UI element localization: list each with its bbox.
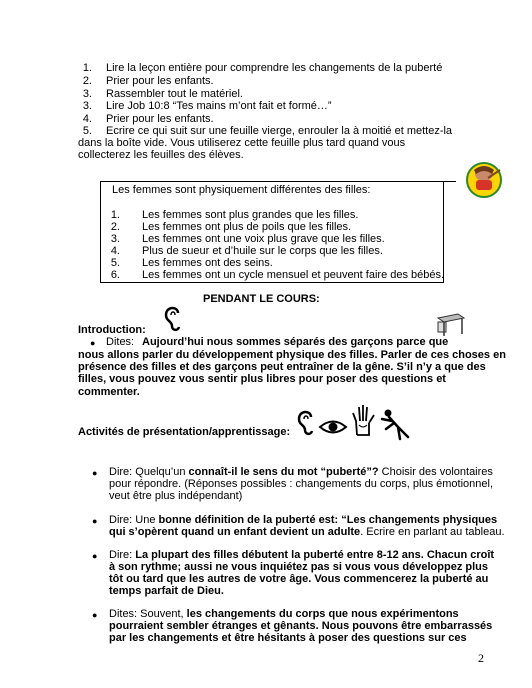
bullet-dot: ● [92,551,98,561]
page-number: 2 [478,651,484,665]
list-number: 4. [110,245,120,257]
step-text-continued: collecterez les feuilles des élèves. [78,149,244,161]
bullet-3-line: Dire: La plupart des filles débutent la puberté entre 8-12 ans. Chacun croît [109,549,495,561]
intro-line: commenter. [78,386,140,398]
list-number: 3. [110,233,120,245]
intro-line: nous allons parler du développement physique des filles. Parler de ces choses en [78,349,506,361]
bullet-1-line: Dire: Quelqu’un connaît-il le sens du mot “puberté”? Choisir des volontaires [109,466,493,478]
list-item: Les femmes ont des seins. [142,257,273,269]
list-number: 1. [110,209,120,221]
intro-label: Introduction: [78,324,146,336]
hand-icon [350,403,376,437]
eating-person-icon [460,160,508,200]
ear-icon [160,303,184,333]
bullet-3-line: temps parfait de Dieu. [109,585,224,597]
step-number: 1. [82,62,92,74]
list-number: 5. [110,257,120,269]
bullet-4-line: par les changements et être hésitants à poser des questions sur ces [109,632,467,644]
intro-line: filles, vous pouvez vous sentir plus libres pour poser des questions et [78,373,446,385]
bullet-3-line: à son rythme; aussi ne vous inquiétez pas si vous vous développez plus [109,561,488,573]
list-item: Les femmes ont un cycle mensuel et peuvent faire des bébés. [142,269,445,281]
bullet-1-line: veut être plus indépendant) [109,490,243,502]
step-text: Rassembler tout le matériel. [106,88,243,100]
intro-dites: Dites: [106,336,135,348]
list-number: 2. [110,221,120,233]
eye-icon [318,418,348,436]
bullet-dot: ● [92,516,98,526]
step-number: 2. [82,75,92,87]
list-item: Les femmes sont plus grandes que les filles. [142,209,359,221]
list-item: Plus de sueur et d’huile sur le corps que les filles. [142,245,383,257]
activities-label: Activités de présentation/apprentissage: [78,426,291,438]
bullet-1-line: pour répondre. (Réponses possibles : changements du corps, plus émotionnel, [109,478,494,490]
bullet-dot: ● [90,338,96,348]
step-number: 4. [82,113,92,125]
desk-icon [434,310,468,338]
list-item: Les femmes ont une voix plus grave que les filles. [142,233,385,245]
intro-line: présence des filles et des garçons peut entraîner de la gêne. S’il n’y a que des [78,361,486,373]
bullet-2-line: Dire: Une bonne définition de la puberté est: “Les changements physiques [109,514,498,526]
bullet-4-line: Dites: Souvent, les changements du corps que nous expérimentons [109,608,459,620]
step-text: Lire Job 10:8 “Tes mains m’ont fait et formé…” [106,100,332,112]
ear-icon [294,407,316,437]
list-item: Les femmes ont plus de poils que les filles. [142,221,352,233]
step-text-continued: dans la boîte vide. Vous utiliserez cette feuille plus tard quand vous [78,137,406,149]
bullet-dot: ● [92,468,98,478]
box-heading: Les femmes sont physiquement différentes des filles: [112,184,371,196]
bullet-2-line: qui s’opèrent quand un enfant devient un adulte. Ecrire en parlant au tableau. [109,526,505,538]
step-text: Ecrire ce qui suit sur une feuille vierge, enrouler la à moitié et mettez-la [106,125,453,137]
bullet-dot: ● [92,610,98,620]
step-number: 5. [82,125,92,137]
step-number: 3. [82,100,92,112]
step-text: Lire la leçon entière pour comprendre les changements de la puberté [106,62,443,74]
intro-line: Aujourd’hui nous sommes séparés des garçons parce que [142,336,449,348]
step-number: 3. [82,88,92,100]
step-text: Prier pour les enfants. [106,75,214,87]
bullet-3-line: tôt ou tard que les autres de votre âge. Vous commencerez la puberté au [109,573,489,585]
section-title: PENDANT LE COURS: [203,293,320,305]
stretching-person-icon [378,407,414,441]
step-text: Prier pour les enfants. [106,113,214,125]
list-number: 6. [110,269,120,281]
bullet-4-line: pourraient sembler étranges et gênants. Nous pouvons être embarrassés [109,620,493,632]
